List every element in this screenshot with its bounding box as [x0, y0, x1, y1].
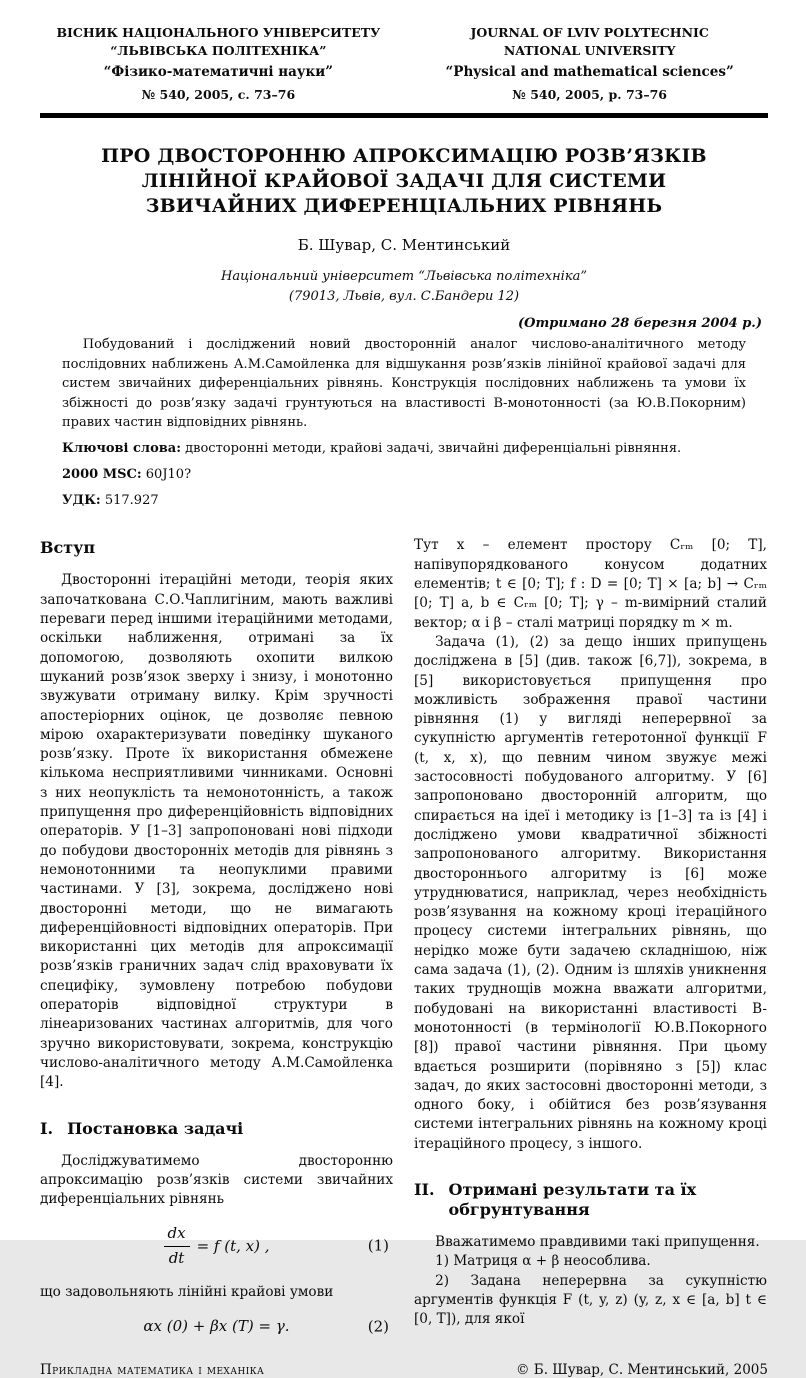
affiliation [40, 267, 768, 307]
body-paragraph: Задача (1), (2) за дещо інших припущень досліджена в [5] (див. також [6,7]), зокрема, в [5] використовується припущення про можливість зображення правої частини рівняння (1) у вигляді неперервної за сукупністю аргументів гетеротонної функції F (t, x, x), що певним чином звужує межі застосовності побудованого алгоритму. У [6] запропоновано двосторонній алгоритм, що спирається на ідеї і методику із [1–3] та із [4] і досліджено умови квадратичної збіжності запропонованого алгоритму. Використання двостороннього алгоритму із [6] може утруднюватися, наприклад, через необхідність розв’язування на кожному кроці ітераційного процесу системи інтегральних рівнянь, що нерідко може бути задачею складнішою, ніж сама задача (1), (2). Одним із шляхів уникнення таких труднощів можна вважати алгоритми, побудовані на використанні властивості B-монотонності (в термінології Ю.В.Покорного [8]) правої частини рівняння. При цьому вдається розширити (порівняно з [5]) клас задач, до яких застосовні двосторонні методи, з одного боку, і обійтися без розв’язування системи інтегральних рівнянь на кожному кроці ітераційного процесу, з іншого. [414, 633, 767, 1152]
paper-title: ПРО ДВОСТОРОННЮ АПРОКСИМАЦІЮ РОЗВ’ЯЗКІВ ЛІНІЙНОЇ КРАЙОВОЇ ЗАДАЧІ ДЛЯ СИСТЕМИ ЗВИЧАЙНИХ ДИФЕРЕНЦІАЛЬНИХ РІВНЯНЬ [101, 144, 707, 218]
left-column [40, 536, 393, 1351]
body-paragraph: Тут x – елемент простору Cᵣₘ [0; T], напівупорядкованого конусом додатних елементів; t ∈ [0; T]; f : D = [0; T] × [a; b] → Cᵣₘ [0; T] a, b ∈ Cᵣₘ [0; T]; γ – m-вимірний сталий вектор; α і β – сталі матриці порядку m × m. [414, 537, 767, 631]
right-column [414, 536, 767, 1351]
section1-title: Постановка задачі [67, 1118, 244, 1138]
equation-1-fraction [164, 1223, 190, 1269]
journal-header-ukrainian [40, 24, 397, 104]
equation-2-number: (2) [367, 1317, 389, 1336]
section2-number: II. [414, 1179, 435, 1199]
equation-1-rhs: = f (t, x) , [196, 1236, 270, 1255]
intro-paragraph: Двосторонні ітераційні методи, теорія яких започаткована С.О.Чаплигіним, мають важливі переваги перед іншими ітераційними методами, оскільки наближення, отримані за їх допомогою, дозволяють охопити вилкою шуканий розв’язок зверху і знизу, і монотонно звужувати отриману вилку. Крім зручності апостеріорних оцінок, це дозволяє певною мірою охарактеризувати поведінку шуканого розв’язку. Проте їх використання обмежене кількома несприятливими чинниками. Основні з них неопуклість та немонотонність, а також припущення про диференційовність відповідних операторів. У [1–3] запропоновані нові підходи до побудови двосторонніх методів для рівнянь з немонотонними та неопуклими правими частинами. У [3], зокрема, досліджено нові двосторонні методи, що не вимагають диференційовності відповідних операторів. При використанні цих методів для апроксимації розв’язків граничних задач слід враховувати їх специфіку, зумовлену потребою побудови операторів відповідної структури в лінеаризованих частинах алгоритмів, для чого зручно використовувати, зокрема, конструкцію числово-аналітичного методу А.М.Самойленка [4]. [40, 572, 393, 1091]
section1-number: I. [40, 1118, 54, 1138]
equation-1-denominator: dt [168, 1248, 185, 1267]
assumption-item: 2) Задана неперервна за сукупністю аргументів функція F (t, y, z) (y, z, x ∈ [a, b] t ∈ [0, T]), для якої [414, 1272, 767, 1328]
abstract: Побудований і досліджений новий двосторонній аналог числово-аналітичного методу послідовних наближень А.М.Самойленка для відшукання розв’язків лінійної крайової задачі для систем звичайних диференціальних рівнянь. Конструкція послідовних наближень та умови їх збіжності до розв’язку задачі грунтуються на властивості В-монотонності (за Ю.В.Покорним) правих частин відповідних рівнянь. [62, 337, 746, 431]
msc-label: 2000 MSC: [62, 466, 142, 482]
udk-line [62, 492, 746, 511]
received-date: (Отримано 28 березня 2004 р.) [518, 316, 762, 332]
keywords-text: двосторонні методи, крайові задачі, звичайні диференціальні рівняння. [181, 440, 682, 456]
msc-value: 60J10? [141, 466, 192, 482]
section2-heading [414, 1180, 767, 1220]
section1-heading [40, 1119, 393, 1139]
equation-1-number: (1) [367, 1236, 389, 1255]
journal-series: “Фізико-математичні науки” [103, 64, 334, 81]
udk-label: УДК: [62, 492, 101, 508]
keywords-label: Ключові слова: [62, 440, 182, 456]
journal-name-line: NATIONAL UNIVERSITY [503, 43, 676, 59]
equation-2-body: αx (0) + βx (T) = γ. [143, 1317, 290, 1336]
journal-name-line: JOURNAL OF LVIV POLYTECHNIC [470, 25, 709, 40]
equation-1-numerator: dx [164, 1223, 190, 1246]
udk-value: 517.927 [100, 492, 159, 508]
section1-paragraph: що задовольняють лінійні крайові умови [40, 1283, 334, 1300]
section2-title: Отримані результати та їх обгрунтування [448, 1179, 697, 1219]
footer-copyright: © Б. Шувар, С. Ментинський, 2005 [516, 1361, 768, 1378]
body-columns [40, 536, 768, 1351]
journal-name-line: ВІСНИК НАЦІОНАЛЬНОГО УНІВЕРСИТЕТУ [56, 25, 381, 40]
affiliation-name: Національний університет “Львівська політехніка” [221, 269, 587, 285]
msc-line [62, 466, 746, 485]
journal-header [40, 24, 768, 104]
assumption-item: 1) Матриця α + β неособлива. [435, 1253, 651, 1270]
equation-2 [40, 1316, 393, 1337]
journal-header-english [411, 24, 768, 104]
footer-journal-name: Прикладна математика і механіка [40, 1361, 265, 1378]
keywords-line [62, 440, 746, 459]
page-footer [40, 1352, 768, 1378]
affiliation-address: (79013, Львів, вул. С.Бандери 12) [288, 289, 520, 305]
header-divider-rule [40, 113, 768, 118]
section1-paragraph: Досліджуватимемо двосторонню апроксимацію розв’язків системи звичайних диференціальних рівнянь [40, 1152, 393, 1208]
authors: Б. Шувар, С. Ментинський [297, 236, 511, 255]
intro-heading: Вступ [40, 538, 96, 558]
journal-issue: № 540, 2005, p. 73–76 [512, 86, 667, 102]
section2-paragraph: Вважатимемо правдивими такі припущення. [435, 1233, 760, 1250]
journal-name-line: “ЛЬВІВСЬКА ПОЛІТЕХНІКА” [110, 43, 327, 59]
journal-series: “Physical and mathematical sciences” [445, 64, 734, 81]
journal-issue: № 540, 2005, с. 73–76 [141, 86, 296, 102]
equation-1 [40, 1223, 393, 1269]
